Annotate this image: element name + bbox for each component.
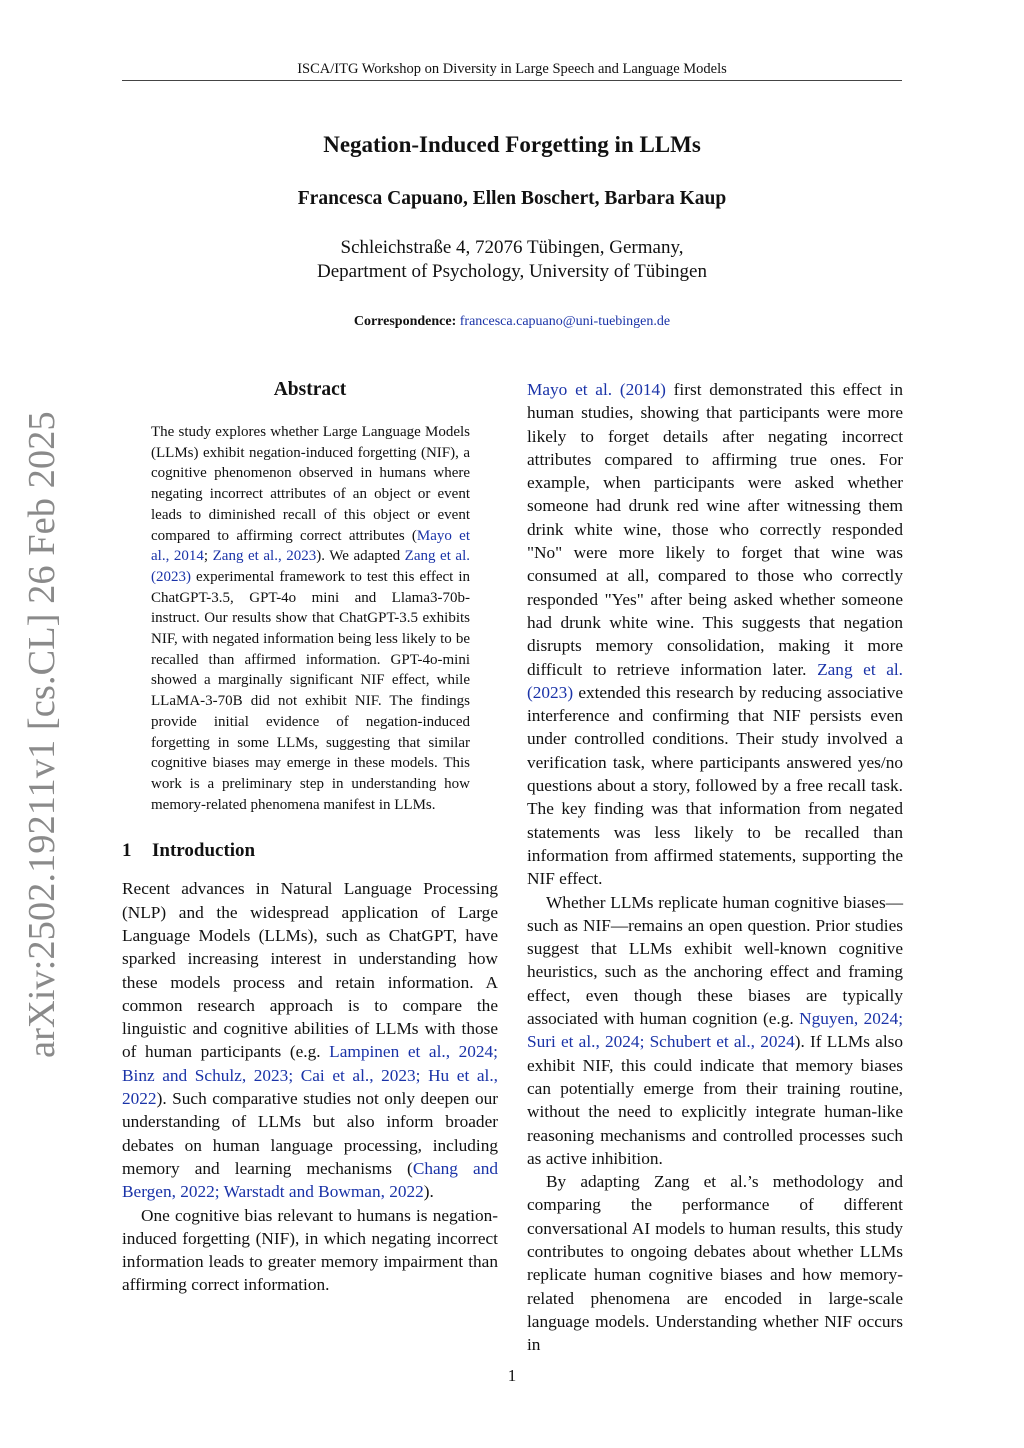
citation-link[interactable]: Zang et al. (2023) (151, 548, 471, 585)
abstract-heading: Abstract (273, 379, 347, 400)
citation-link[interactable]: Zang et al. (2023) (527, 659, 903, 702)
paper-title: Negation-Induced Forgetting in LLMs (323, 132, 701, 157)
intro-paragraph-3: Mayo et al. (2014) first demonstrated this effect in human studies, showing that participants were more likely to forget details after negating incorrect attributes compared to affirming true ones. For example, when participants were asked whether someone had drunk red wine after witnessing them drink white wine, those who correctly responded "No" were more likely to forget that wine was consumed at all, compared to those who correctly responded "Yes" after being asked whether someone had drunk white wine. This suggests that negation disrupts memory consolidation, making it more difficult to retrieve information later. Zang et al. (2023) extended this research by reducing associative interference and confirming that NIF persists even under controlled conditions. Their study involved a verification task, where participants answered yes/no questions about a story, followed by a free recall task. The key finding was that information from negated statements was less likely to be recalled than information from affirmed statements, supporting the NIF effect. (527, 380, 903, 889)
correspondence-email-link[interactable]: francesca.capuano@uni-tuebingen.de (459, 314, 671, 329)
correspondence-label: Correspondence: (353, 314, 457, 329)
left-column (122, 378, 498, 1297)
intro-paragraph-5: By adapting Zang et al.’s methodology and comparing the performance of different conversational AI models to human results, this study contributes to ongoing debates about whether LLMs replicate human cognitive biases and how memory-related phenomena are encoded in large-scale language models. Understanding whether NIF occurs in (527, 1172, 903, 1355)
intro-paragraph-1: Recent advances in Natural Language Processing (NLP) and the widespread application of Large Language Models (LLMs), such as ChatGPT, have sparked increasing interest in understanding how these models process and retain information. A common research approach is to compare the linguistic and cognitive abilities of LLMs with those of human participants (e.g. Lampinen et al., 2024; Binz and Schulz, 2023; Cai et al., 2023; Hu et al., 2022). Such comparative studies not only deepen our understanding of LLMs but also inform broader debates on human language processing, including memory and learning mechanisms (Chang and Bergen, 2022; Warstadt and Bowman, 2022). (122, 879, 498, 1202)
citation-link[interactable]: Lampinen et al., 2024; Binz and Schulz, 2023; Cai et al., 2023; Hu et al., 2022 (122, 1042, 498, 1109)
section-number: 1 (122, 840, 132, 862)
correspondence (122, 313, 902, 331)
citation-link[interactable]: Nguyen, 2024; Suri et al., 2024; Schubert et al., 2024 (527, 1009, 904, 1052)
citation-link[interactable]: Mayo et al. (2014) (527, 380, 666, 399)
section-title: Introduction (152, 840, 256, 862)
header-rule (122, 80, 902, 81)
intro-paragraph-4: Whether LLMs replicate human cognitive biases—such as NIF—remains an open question. Prior studies suggest that LLMs exhibit well-known cognitive heuristics, such as the anchoring effect and framing effect, even though these biases are typically associated with human cognition (e.g. Nguyen, 2024; Suri et al., 2024; Schubert et al., 2024). If LLMs also exhibit NIF, this could indicate that memory biases can potentially emerge from their training routine, without the need to explicitly integrate human-like reasoning mechanisms and controlled processes such as active inhibition. (527, 892, 904, 1168)
section-heading-introduction (122, 839, 498, 863)
intro-paragraph-2: One cognitive bias relevant to humans is negation-induced forgetting (NIF), in which negating incorrect information leads to greater memory impairment than affirming correct information. (122, 1205, 498, 1295)
author-list: Francesca Capuano, Ellen Boschert, Barbara Kaup (297, 188, 727, 209)
citation-link[interactable]: Mayo et al., 2014 (151, 527, 470, 565)
affiliation (122, 236, 902, 284)
affiliation-line-2: Department of Psychology, University of Tübingen (317, 261, 707, 282)
running-header: ISCA/ITG Workshop on Diversity in Large Speech and Language Models (297, 61, 727, 77)
arxiv-identifier-stamp: arXiv:2502.19211v1 [cs.CL] 26 Feb 2025 (21, 411, 63, 1058)
citation-link[interactable]: Chang and Bergen, 2022; Warstadt and Bowman, 2022 (122, 1158, 498, 1202)
page-number: 1 (507, 1366, 517, 1385)
abstract-body: The study explores whether Large Language Models (LLMs) exhibit negation-induced forgetting (NIF), a cognitive phenomenon observed in humans where negating incorrect attributes of an object or event leads to diminished recall of this object or event compared to affirming correct attributes (Mayo et al., 2014; Zang et al., 2023). We adapted Zang et al. (2023) experimental framework to test this effect in ChatGPT-3.5, GPT-4o mini and Llama3-70b-instruct. Our results show that ChatGPT-3.5 exhibits NIF, with negated information being less likely to be recalled than affirmed information. GPT-4o-mini showed a marginally significant NIF effect, while LLaMA-3-70B did not exhibit NIF. The findings provide initial evidence of negation-induced forgetting in some LLMs, suggesting that similar cognitive biases may emerge in these models. This work is a preliminary step in understanding how memory-related phenomena manifest in LLMs. (151, 424, 471, 813)
citation-link[interactable]: Zang et al., 2023 (212, 548, 317, 565)
right-column (527, 378, 903, 1356)
affiliation-line-1: Schleichstraße 4, 72076 Tübingen, Germany, (340, 237, 684, 258)
